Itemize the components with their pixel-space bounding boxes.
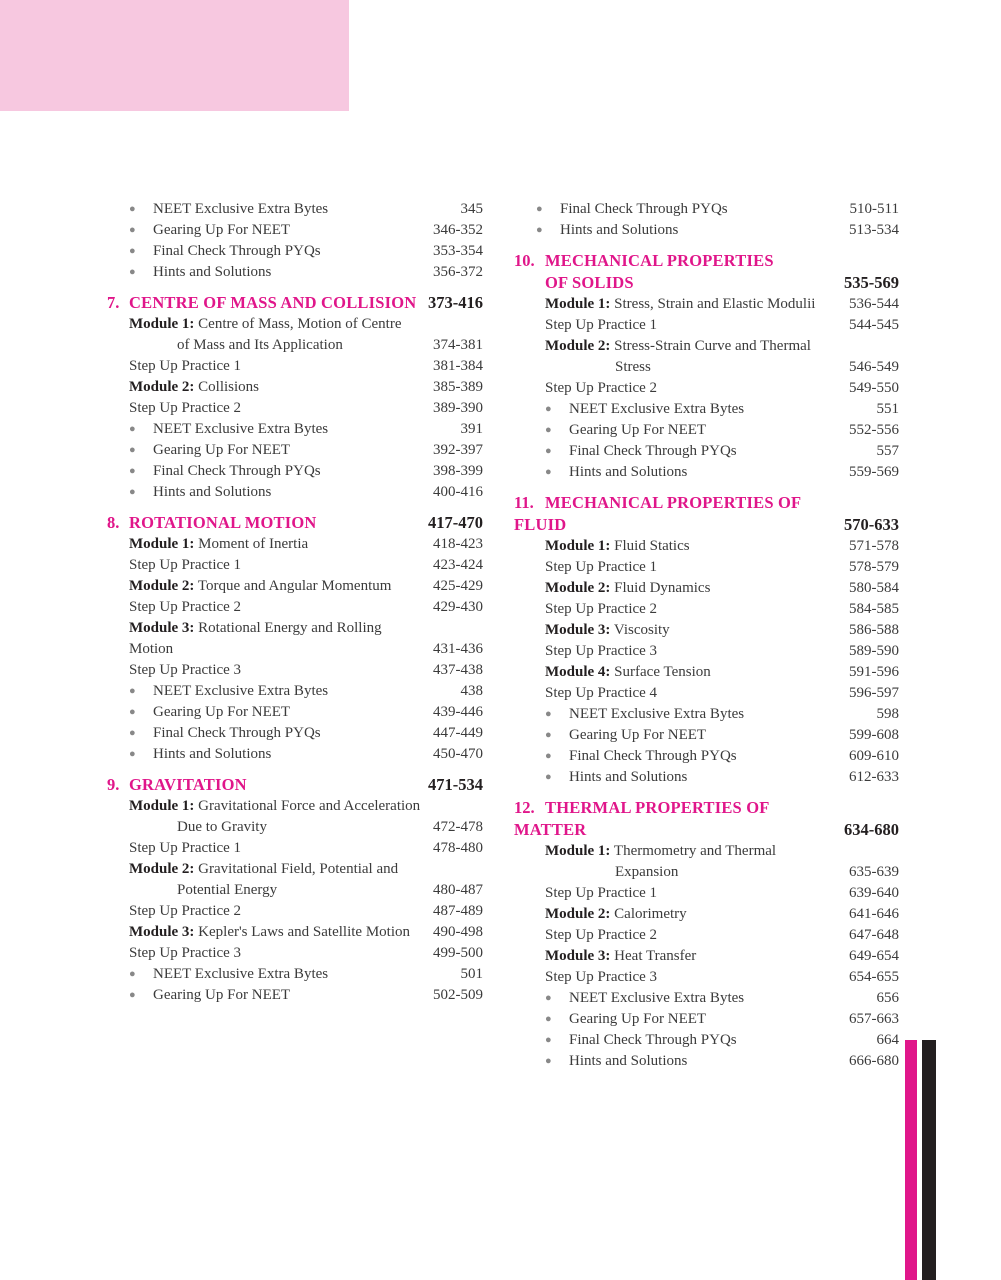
item-pages: 612-633 <box>849 769 899 785</box>
bullet-dot: ● <box>545 771 552 783</box>
module-label: Module 3: <box>545 622 611 638</box>
item-pages: 584-585 <box>849 601 899 617</box>
item-pages: 353-354 <box>433 243 483 259</box>
item-pages: 392-397 <box>433 442 483 458</box>
chapter-title: MECHANICAL PROPERTIES <box>545 251 774 270</box>
module-title: Gravitational Field, Potential and <box>198 861 399 877</box>
module-entry[interactable] <box>107 576 483 597</box>
item-pages: 599-608 <box>849 727 899 743</box>
item-pages: 546-549 <box>849 359 899 375</box>
item-pages: 381-384 <box>433 358 483 374</box>
module-entry[interactable] <box>514 662 899 683</box>
module-entry[interactable] <box>107 534 483 555</box>
practice-entry[interactable] <box>107 838 483 859</box>
bullet-dot: ● <box>536 224 543 236</box>
practice-entry[interactable] <box>514 557 899 578</box>
module-label: Module 2: <box>129 861 195 877</box>
practice-entry[interactable] <box>107 597 483 618</box>
bullet-dot: ● <box>129 989 136 1001</box>
item-label: Final Check Through PYQs <box>153 243 321 259</box>
item-pages: 571-578 <box>849 538 899 554</box>
practice-label: Step Up Practice 2 <box>129 400 242 416</box>
practice-label: Step Up Practice 1 <box>129 358 242 374</box>
item-label: NEET Exclusive Extra Bytes <box>569 706 745 722</box>
module-label: Module 1: <box>129 536 195 552</box>
module-label: Module 1: <box>129 316 195 332</box>
item-label: NEET Exclusive Extra Bytes <box>153 421 329 437</box>
toc-bullet-item[interactable] <box>107 985 483 1006</box>
decorative-stripe-black <box>922 1040 936 1280</box>
item-label: Gearing Up For NEET <box>569 1011 707 1027</box>
module-entry[interactable] <box>514 536 899 557</box>
practice-label: Step Up Practice 1 <box>545 559 658 575</box>
item-pages: 418-423 <box>433 536 483 552</box>
item-pages: 551 <box>876 401 899 417</box>
item-pages: 490-498 <box>433 924 483 940</box>
practice-label: Step Up Practice 2 <box>545 927 658 943</box>
chapter-pages: 570-633 <box>844 515 899 534</box>
item-pages: 639-640 <box>849 885 899 901</box>
toc-bullet-item[interactable] <box>514 199 899 220</box>
module-entry-continued[interactable] <box>514 357 899 378</box>
module-title: Rotational Energy and Rolling <box>198 620 382 636</box>
toc-bullet-item[interactable] <box>107 262 483 283</box>
item-pages: 635-639 <box>849 864 899 880</box>
item-pages: 589-590 <box>849 643 899 659</box>
practice-entry[interactable] <box>514 641 899 662</box>
chapter-heading-7[interactable] <box>107 292 483 314</box>
item-pages: 536-544 <box>849 296 899 312</box>
item-label: NEET Exclusive Extra Bytes <box>153 201 329 217</box>
practice-entry[interactable] <box>514 925 899 946</box>
practice-label: Step Up Practice 1 <box>545 317 658 333</box>
module-label: Module 1: <box>545 296 611 312</box>
item-pages: 510-511 <box>849 201 899 217</box>
toc-bullet-item[interactable] <box>514 1009 899 1030</box>
toc-bullet-item[interactable] <box>514 462 899 483</box>
toc-bullet-item[interactable] <box>107 220 483 241</box>
bullet-dot: ● <box>129 423 136 435</box>
module-label: Module 2: <box>545 338 611 354</box>
module-label: Module 3: <box>129 924 195 940</box>
module-entry[interactable] <box>514 946 899 967</box>
module-title-continued: Potential Energy <box>177 882 278 898</box>
chapter-pages: 417-470 <box>428 513 483 532</box>
practice-entry[interactable] <box>107 943 483 964</box>
practice-entry[interactable] <box>514 683 899 704</box>
module-title: Viscosity <box>613 622 670 638</box>
item-pages: 389-390 <box>433 400 483 416</box>
item-label: Final Check Through PYQs <box>569 748 737 764</box>
toc-column-left <box>107 199 483 1006</box>
bullet-dot: ● <box>545 445 552 457</box>
module-entry-continued[interactable] <box>514 862 899 883</box>
toc-bullet-item[interactable] <box>107 964 483 985</box>
item-pages: 487-489 <box>433 903 483 919</box>
item-pages: 423-424 <box>433 557 483 573</box>
item-pages: 437-438 <box>433 662 483 678</box>
item-pages: 439-446 <box>433 704 483 720</box>
module-entry-continued[interactable] <box>107 817 483 838</box>
toc-bullet-item[interactable] <box>514 1051 899 1072</box>
chapter-pages: 471-534 <box>428 775 483 794</box>
toc-bullet-item[interactable] <box>107 482 483 503</box>
module-title: Fluid Dynamics <box>614 580 711 596</box>
chapter-title: THERMAL PROPERTIES OF MATTER <box>514 798 769 839</box>
toc-bullet-item[interactable] <box>107 744 483 765</box>
item-pages: 549-550 <box>849 380 899 396</box>
module-title: Thermometry and Thermal <box>613 843 777 859</box>
item-label: Hints and Solutions <box>569 1053 688 1069</box>
practice-label: Step Up Practice 2 <box>545 601 658 617</box>
chapter-title-continued: OF SOLIDS <box>545 273 634 292</box>
practice-entry[interactable] <box>514 883 899 904</box>
item-label: Gearing Up For NEET <box>153 442 291 458</box>
module-title-continued: of Mass and Its Application <box>177 337 343 353</box>
item-pages: 552-556 <box>849 422 899 438</box>
practice-entry[interactable] <box>514 599 899 620</box>
module-title: Moment of Inertia <box>198 536 309 552</box>
item-pages: 345 <box>460 201 483 217</box>
module-title: Torque and Angular Momentum <box>197 578 392 594</box>
chapter-heading-10-continued[interactable] <box>514 272 899 294</box>
toc-bullet-item[interactable] <box>107 681 483 702</box>
item-label: Hints and Solutions <box>153 746 272 762</box>
toc-bullet-item[interactable] <box>514 767 899 788</box>
module-entry-continued[interactable] <box>107 880 483 901</box>
toc-bullet-item[interactable] <box>514 725 899 746</box>
module-entry-continued[interactable] <box>107 335 483 356</box>
bullet-dot: ● <box>545 424 552 436</box>
item-pages: 431-436 <box>433 641 483 657</box>
bullet-dot: ● <box>129 465 136 477</box>
item-pages: 557 <box>876 443 899 459</box>
toc-bullet-item[interactable] <box>514 1030 899 1051</box>
item-pages: 356-372 <box>433 264 483 280</box>
chapter-heading-8[interactable] <box>107 512 483 534</box>
module-entry-continued[interactable] <box>107 639 483 660</box>
bullet-dot: ● <box>545 992 552 1004</box>
practice-entry[interactable] <box>514 315 899 336</box>
corner-color-block <box>0 0 349 111</box>
item-pages: 664 <box>876 1032 899 1048</box>
item-pages: 429-430 <box>433 599 483 615</box>
chapter-number: 9. <box>107 775 120 794</box>
practice-label: Step Up Practice 2 <box>545 380 658 396</box>
toc-bullet-item[interactable] <box>514 399 899 420</box>
chapter-number: 12. <box>514 798 535 817</box>
bullet-dot: ● <box>545 1034 552 1046</box>
item-pages: 472-478 <box>433 819 483 835</box>
module-label: Module 4: <box>545 664 611 680</box>
practice-entry[interactable] <box>107 901 483 922</box>
module-title: Collisions <box>198 379 260 395</box>
toc-bullet-item[interactable] <box>107 241 483 262</box>
bullet-dot: ● <box>129 727 136 739</box>
module-label: Module 3: <box>545 948 611 964</box>
module-title-continued: Due to Gravity <box>177 819 267 835</box>
item-label: Hints and Solutions <box>569 769 688 785</box>
item-label: Hints and Solutions <box>569 464 688 480</box>
bullet-dot: ● <box>129 706 136 718</box>
item-label: Final Check Through PYQs <box>569 1032 737 1048</box>
item-pages: 502-509 <box>433 987 483 1003</box>
item-pages: 649-654 <box>849 948 899 964</box>
item-label: Final Check Through PYQs <box>569 443 737 459</box>
item-pages: 578-579 <box>849 559 899 575</box>
toc-bullet-item[interactable] <box>514 420 899 441</box>
item-label: Final Check Through PYQs <box>153 463 321 479</box>
chapter-heading-11[interactable] <box>514 492 899 536</box>
practice-label: Step Up Practice 3 <box>545 643 658 659</box>
module-entry[interactable] <box>107 618 483 639</box>
item-pages: 478-480 <box>433 840 483 856</box>
item-pages: 438 <box>460 683 483 699</box>
item-pages: 647-648 <box>849 927 899 943</box>
item-label: Gearing Up For NEET <box>153 704 291 720</box>
toc-bullet-item[interactable] <box>107 440 483 461</box>
module-label: Module 2: <box>129 578 195 594</box>
bullet-dot: ● <box>129 685 136 697</box>
module-entry[interactable] <box>107 859 483 880</box>
item-label: Gearing Up For NEET <box>569 422 707 438</box>
bullet-dot: ● <box>129 245 136 257</box>
module-entry[interactable] <box>514 904 899 925</box>
chapter-title: MECHANICAL PROPERTIES OF FLUID <box>514 493 801 534</box>
practice-label: Step Up Practice 1 <box>129 840 242 856</box>
item-pages: 346-352 <box>433 222 483 238</box>
module-entry[interactable] <box>514 294 899 315</box>
practice-label: Step Up Practice 2 <box>129 599 242 615</box>
chapter-title: ROTATIONAL MOTION <box>129 513 317 532</box>
module-title: Fluid Statics <box>614 538 690 554</box>
item-pages: 374-381 <box>433 337 483 353</box>
module-entry[interactable] <box>514 620 899 641</box>
module-title-continued: Expansion <box>615 864 679 880</box>
chapter-title: CENTRE OF MASS AND COLLISION <box>129 293 417 312</box>
item-label: NEET Exclusive Extra Bytes <box>153 966 329 982</box>
bullet-dot: ● <box>129 968 136 980</box>
chapter-number: 8. <box>107 513 120 532</box>
toc-bullet-item[interactable] <box>514 441 899 462</box>
module-label: Module 2: <box>545 580 611 596</box>
item-pages: 666-680 <box>849 1053 899 1069</box>
chapter-heading-10[interactable] <box>514 250 899 272</box>
toc-column-right <box>514 199 899 1072</box>
chapter-number: 7. <box>107 293 120 312</box>
chapter-number: 10. <box>514 251 535 270</box>
bullet-dot: ● <box>129 748 136 760</box>
module-title: Stress, Strain and Elastic Modulii <box>614 296 816 312</box>
practice-entry[interactable] <box>107 398 483 419</box>
item-pages: 641-646 <box>849 906 899 922</box>
item-pages: 559-569 <box>849 464 899 480</box>
bullet-dot: ● <box>545 708 552 720</box>
practice-entry[interactable] <box>107 555 483 576</box>
toc-bullet-item[interactable] <box>514 704 899 725</box>
chapter-pages: 634-680 <box>844 820 899 839</box>
module-title: Surface Tension <box>614 664 711 680</box>
bullet-dot: ● <box>545 403 552 415</box>
module-entry[interactable] <box>107 796 483 817</box>
item-label: Gearing Up For NEET <box>153 987 291 1003</box>
item-label: Gearing Up For NEET <box>153 222 291 238</box>
item-pages: 586-588 <box>849 622 899 638</box>
practice-label: Step Up Practice 1 <box>545 885 658 901</box>
bullet-dot: ● <box>129 486 136 498</box>
chapter-pages: 373-416 <box>428 293 483 312</box>
chapter-heading-9[interactable] <box>107 774 483 796</box>
module-title-continued: Stress <box>615 359 651 375</box>
module-entry[interactable] <box>107 314 483 335</box>
item-pages: 391 <box>460 421 483 437</box>
practice-entry[interactable] <box>514 967 899 988</box>
module-title: Heat Transfer <box>614 948 697 964</box>
practice-entry[interactable] <box>107 356 483 377</box>
item-pages: 400-416 <box>433 484 483 500</box>
toc-bullet-item[interactable] <box>107 723 483 744</box>
toc-bullet-item[interactable] <box>514 746 899 767</box>
chapter-pages: 535-569 <box>844 273 899 292</box>
chapter-number: 11. <box>514 493 534 512</box>
item-pages: 447-449 <box>433 725 483 741</box>
practice-entry[interactable] <box>107 660 483 681</box>
practice-label: Step Up Practice 3 <box>129 945 242 961</box>
module-label: Module 1: <box>129 798 195 814</box>
module-entry[interactable] <box>107 922 483 943</box>
practice-label: Step Up Practice 2 <box>129 903 242 919</box>
item-pages: 544-545 <box>849 317 899 333</box>
item-pages: 513-534 <box>849 222 899 238</box>
toc-bullet-item[interactable] <box>514 220 899 241</box>
item-label: Hints and Solutions <box>153 484 272 500</box>
module-title: Stress-Strain Curve and Thermal <box>614 338 811 354</box>
module-title: Gravitational Force and Acceleration <box>198 798 421 814</box>
item-label: Gearing Up For NEET <box>569 727 707 743</box>
decorative-stripe-pink <box>905 1040 917 1280</box>
item-pages: 480-487 <box>433 882 483 898</box>
module-label: Module 3: <box>129 620 195 636</box>
toc-bullet-item[interactable] <box>514 988 899 1009</box>
bullet-dot: ● <box>129 224 136 236</box>
chapter-title: GRAVITATION <box>129 775 247 794</box>
practice-label: Step Up Practice 3 <box>545 969 658 985</box>
practice-entry[interactable] <box>514 378 899 399</box>
module-entry[interactable] <box>107 377 483 398</box>
bullet-dot: ● <box>129 203 136 215</box>
chapter-heading-12[interactable] <box>514 797 899 841</box>
toc-bullet-item[interactable] <box>107 419 483 440</box>
item-pages: 596-597 <box>849 685 899 701</box>
item-pages: 499-500 <box>433 945 483 961</box>
item-pages: 580-584 <box>849 580 899 596</box>
module-entry[interactable] <box>514 336 899 357</box>
module-title: Calorimetry <box>614 906 687 922</box>
item-pages: 450-470 <box>433 746 483 762</box>
item-pages: 425-429 <box>433 578 483 594</box>
bullet-dot: ● <box>129 444 136 456</box>
module-entry[interactable] <box>514 841 899 862</box>
module-label: Module 1: <box>545 843 611 859</box>
item-pages: 654-655 <box>849 969 899 985</box>
bullet-dot: ● <box>536 203 543 215</box>
item-label: NEET Exclusive Extra Bytes <box>569 990 745 1006</box>
practice-label: Step Up Practice 1 <box>129 557 242 573</box>
bullet-dot: ● <box>545 729 552 741</box>
item-pages: 591-596 <box>849 664 899 680</box>
item-pages: 656 <box>876 990 899 1006</box>
module-title: Kepler's Laws and Satellite Motion <box>198 924 410 940</box>
module-title: Centre of Mass, Motion of Centre <box>198 316 402 332</box>
practice-label: Step Up Practice 4 <box>545 685 658 701</box>
item-pages: 609-610 <box>849 748 899 764</box>
item-pages: 598 <box>876 706 899 722</box>
item-pages: 398-399 <box>433 463 483 479</box>
bullet-dot: ● <box>545 750 552 762</box>
item-label: Final Check Through PYQs <box>153 725 321 741</box>
bullet-dot: ● <box>129 266 136 278</box>
toc-bullet-item[interactable] <box>107 702 483 723</box>
bullet-dot: ● <box>545 1055 552 1067</box>
module-label: Module 2: <box>545 906 611 922</box>
item-label: NEET Exclusive Extra Bytes <box>153 683 329 699</box>
module-title-continued: Motion <box>129 641 174 657</box>
item-label: Hints and Solutions <box>560 222 679 238</box>
item-label: NEET Exclusive Extra Bytes <box>569 401 745 417</box>
module-entry[interactable] <box>514 578 899 599</box>
item-label: Final Check Through PYQs <box>560 201 728 217</box>
module-label: Module 2: <box>129 379 195 395</box>
module-label: Module 1: <box>545 538 611 554</box>
toc-bullet-item[interactable] <box>107 199 483 220</box>
item-pages: 657-663 <box>849 1011 899 1027</box>
practice-label: Step Up Practice 3 <box>129 662 242 678</box>
bullet-dot: ● <box>545 1013 552 1025</box>
bullet-dot: ● <box>545 466 552 478</box>
item-pages: 501 <box>460 966 483 982</box>
toc-bullet-item[interactable] <box>107 461 483 482</box>
item-label: Hints and Solutions <box>153 264 272 280</box>
item-pages: 385-389 <box>433 379 483 395</box>
